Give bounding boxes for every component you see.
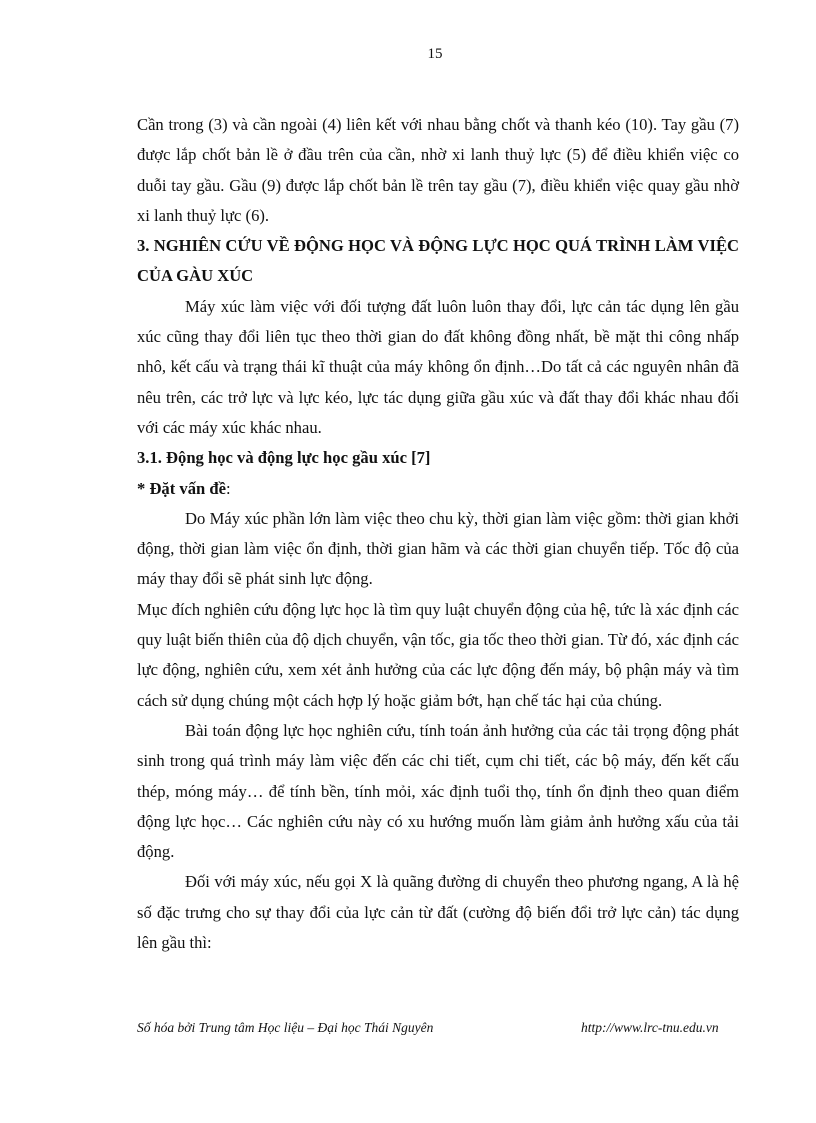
section-heading-3: 3. NGHIÊN CỨU VỀ ĐỘNG HỌC VÀ ĐỘNG LỰC HỌC QUÁ TRÌNH LÀM VIỆC CỦA GÀU XÚC xyxy=(137,236,739,286)
paragraph-boom-linkage: Cần trong (3) và cần ngoài (4) liên kết với nhau bằng chốt và thanh kéo (10). Tay gầu (7) được lắp chốt bản lề ở đầu trên của cần, nhờ xi lanh thuỷ lực (5) để điều khiển việc co duỗi tay gầu. Gầu (9) được lắp chốt bản lề trên tay gầu (7), điều khiển việc quay gầu nhờ xi lanh thuỷ lực (6). xyxy=(137,115,739,225)
paragraph-dynamics-problem: Bài toán động lực học nghiên cứu, tính toán ảnh hưởng của các tải trọng động phát sinh trong quá trình máy làm việc đến các chi tiết, cụm chi tiết, các bộ máy, đến kết cấu thép, móng máy… để tính bền, tính mỏi, xác định tuổi thọ, tính ổn định theo quan điểm động lực học… Các nghiên cứu này có xu hướng muốn làm giảm ảnh hưởng xấu của tải động. xyxy=(137,720,739,862)
subheading-issue xyxy=(137,474,739,504)
page-number: 15 xyxy=(427,46,443,62)
paragraph-resistance-definition: Đối với máy xúc, nếu gọi X là quãng đường di chuyển theo phương ngang, A là hệ số đặc trưng cho sự thay đổi của lực cản từ đất (cường độ biến đổi trở lực cản) tác dụng lên gầu thì: xyxy=(137,872,739,953)
page-body xyxy=(137,110,739,958)
subheading-issue-label: * Đặt vấn đề xyxy=(137,478,226,498)
footer-source: Số hóa bởi Trung tâm Học liệu – Đại học Thái Nguyên xyxy=(137,1020,434,1035)
paragraph-excavator-load: Máy xúc làm việc với đối tượng đất luôn luôn thay đổi, lực cản tác dụng lên gầu xúc cũng thay đổi liên tục theo thời gian do đất không đồng nhất, bề mặt thi công nhấp nhô, kết cấu và trạng thái kĩ thuật của máy không ổn định…Do tất cả các nguyên nhân đã nêu trên, các trở lực và lực kéo, lực tác dụng giữa gầu xúc và đất thay đổi khác nhau đối với các máy xúc khác nhau. xyxy=(137,296,739,437)
section-heading-3-1: 3.1. Động học và động lực học gầu xúc [7] xyxy=(137,448,431,468)
paragraph-work-cycle: Do Máy xúc phần lớn làm việc theo chu kỳ, thời gian làm việc gồm: thời gian khởi động, thời gian làm việc ổn định, thời gian hãm và các thời gian chuyển tiếp. Tốc độ của máy thay đổi sẽ phát sinh lực động. xyxy=(137,508,739,589)
footer-url: http://www.lrc-tnu.edu.vn xyxy=(581,1020,719,1035)
subheading-issue-colon: : xyxy=(225,478,231,498)
paragraph-dynamics-purpose: Mục đích nghiên cứu động lực học là tìm quy luật chuyển động của hệ, tức là xác định các quy luật biến thiên của độ dịch chuyển, vận tốc, gia tốc theo thời gian. Từ đó, xác định các lực động, nghiên cứu, xem xét ảnh hưởng của các lực động đến máy, bộ phận máy và tìm cách sử dụng chúng một cách hợp lý hoặc giảm bớt, hạn chế tác hại của chúng. xyxy=(137,599,739,710)
